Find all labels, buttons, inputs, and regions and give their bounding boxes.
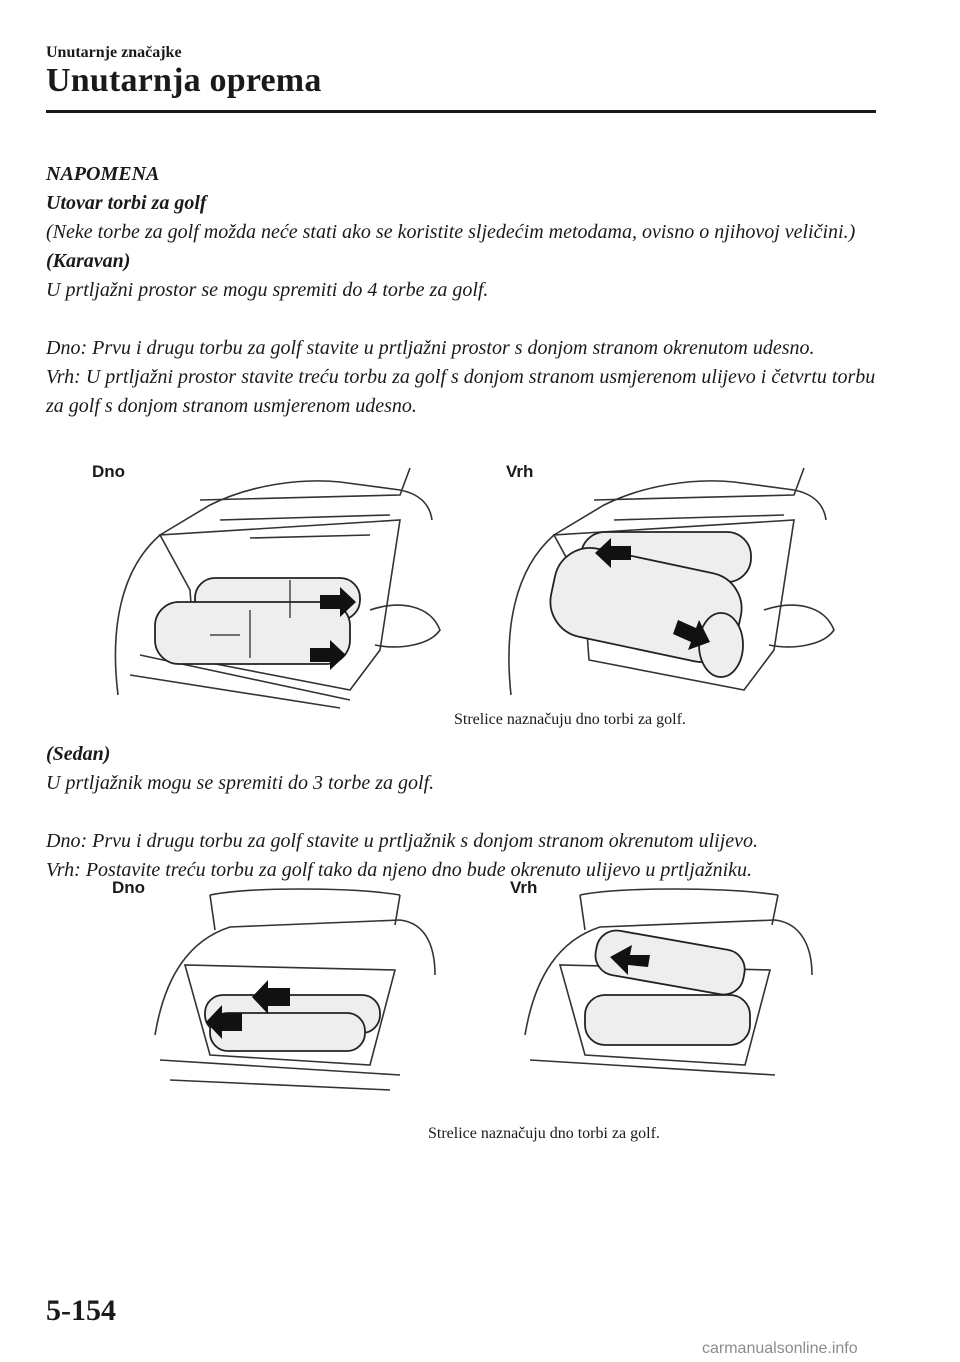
note-sedan-text: [46, 740, 876, 885]
note-intro: (Neke torbe za golf možda neće stati ako se koristite sljedećim metodama, ovisno o njihovoj veličini.): [46, 221, 856, 243]
sedan-figure-label-bottom: Dno: [112, 878, 146, 897]
sedan-heading: (Sedan): [46, 743, 111, 765]
sedan-top-illustration: [520, 885, 820, 1100]
wagon-bottom-instruction: Dno: Prvu i drugu torbu za golf stavite u prtljažni prostor s donjom stranom okrenutom udesno.: [46, 337, 815, 359]
wagon-top-illustration: [496, 460, 836, 710]
sedan-figure-caption: Strelice naznačuju dno torbi za golf.: [428, 1125, 660, 1142]
sedan-top-instruction: Vrh: Postavite treću torbu za golf tako da njeno dno bude okrenuto ulijevo u prtljažniku.: [46, 859, 753, 881]
wagon-bottom-illustration: [100, 460, 445, 710]
page-title: Unutarnja oprema: [46, 62, 322, 99]
note-subheading: Utovar torbi za golf: [46, 192, 207, 214]
sedan-figure-label-top: Vrh: [510, 878, 538, 897]
section-label: Unutarnje značajke: [46, 44, 182, 61]
wagon-figure-caption: Strelice naznačuju dno torbi za golf.: [454, 711, 686, 728]
watermark: carmanualsonline.info: [702, 1340, 858, 1357]
sedan-capacity: U prtljažnik mogu se spremiti do 3 torbe za golf.: [46, 772, 435, 794]
sedan-bottom-illustration: [150, 885, 440, 1100]
wagon-heading: (Karavan): [46, 250, 131, 272]
wagon-figure-label-top: Vrh: [506, 462, 534, 481]
wagon-capacity: U prtljažni prostor se mogu spremiti do 4 torbe za golf.: [46, 279, 489, 301]
title-rule: [46, 110, 876, 113]
note-wagon-text: [46, 160, 876, 421]
note-heading: NAPOMENA: [46, 163, 160, 185]
sedan-bottom-instruction: Dno: Prvu i drugu torbu za golf stavite u prtljažnik s donjom stranom okrenutom ulijevo.: [46, 830, 759, 852]
wagon-top-instruction: Vrh: U prtljažni prostor stavite treću torbu za golf s donjom stranom usmjerenom ulijevo i četvrtu torbu za golf s donjom stranom usmjerenom udesno.: [46, 366, 876, 417]
page-number: 5-154: [46, 1294, 116, 1327]
wagon-figure-label-bottom: Dno: [92, 462, 126, 481]
